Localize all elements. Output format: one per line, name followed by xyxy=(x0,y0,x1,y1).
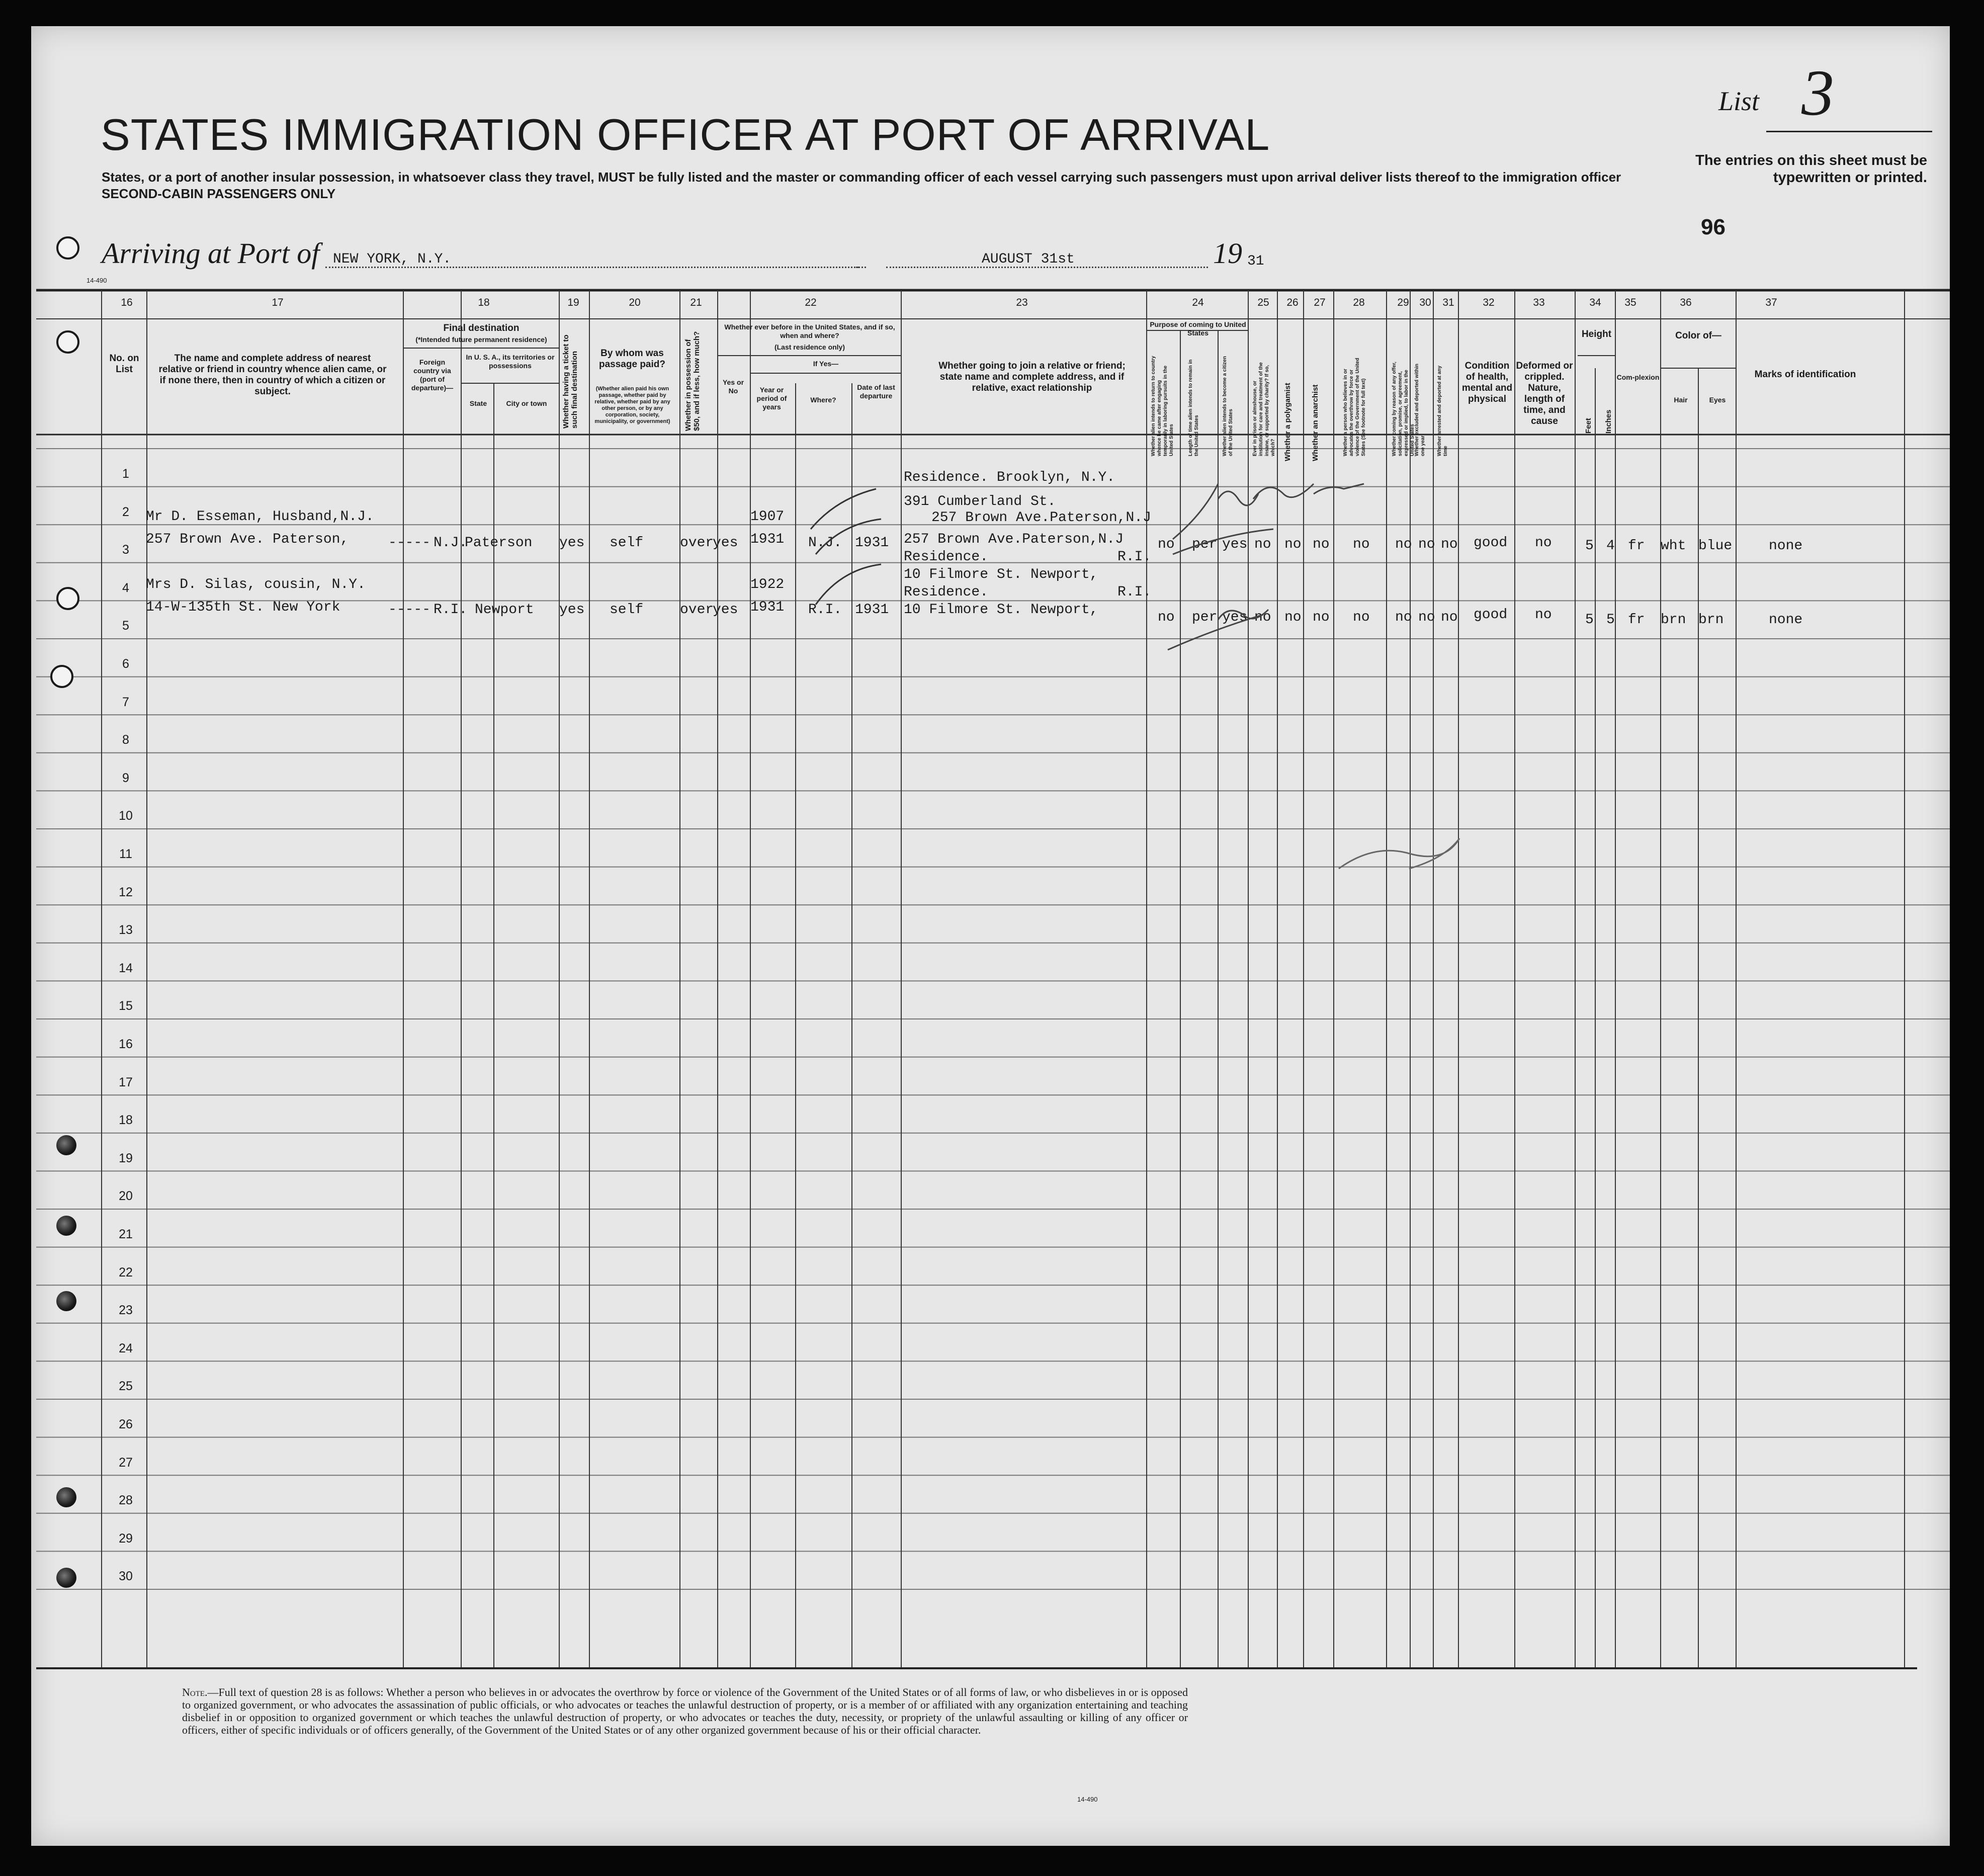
entry-r4-c23-right: R.I. xyxy=(1117,584,1152,600)
header-complexion: Com-plexion xyxy=(1616,373,1660,381)
binder-hole xyxy=(56,1135,76,1155)
entry-r2b-c32: good xyxy=(1474,535,1508,551)
entry-r2b-c37: none xyxy=(1769,538,1803,554)
entry-r2-c23: 391 Cumberland St. xyxy=(904,494,1056,509)
row-number: 3 xyxy=(122,543,129,557)
entry-r3-c23-right: R.I. xyxy=(1117,549,1152,565)
entry-r4b-c21: over xyxy=(680,602,714,618)
header-polygamist: Whether a polygamist xyxy=(1283,383,1292,461)
entry-r4b-c17: 14-W-135th St. New York xyxy=(146,600,340,615)
entry-r4b-c18-state: R.I. xyxy=(434,602,468,618)
entry-r4b-c22-where: R.I. xyxy=(808,602,842,618)
entry-r3b-c23: 10 Filmore St. Newport, xyxy=(904,567,1098,582)
footnote-text: Full text of question 28 is as follows: Whether a person who believes in or advocates the overthrow by force or violence of the Government of the United States or of all forms of law, or who disbelieves in or is opposed to organized government, or who advocates the assassination of public officials, or who advocates or teaches the unlawful destruction of property, or is a member of or affiliated with any organization entertaining and teaching disbelief in or opposition to organized government or which teaches the unlawful destruction of property, or who advocates or teaches the duty, necessity, or propriety of the unlawful assaulting or killing of any officer or officers, either of specific individuals or of officers generally, of the Government of the United States or of any other organized government because of his or their official character. xyxy=(182,1686,1188,1736)
footnote xyxy=(182,1686,1188,1736)
binder-hole-open xyxy=(56,587,79,610)
row-number: 8 xyxy=(122,733,129,747)
header-marks: Marks of identification xyxy=(1754,369,1856,380)
header-eyes: Eyes xyxy=(1709,396,1726,404)
class-line: SECOND-CABIN PASSENGERS ONLY xyxy=(102,186,336,201)
entry-r2b-c22-year: 1931 xyxy=(750,532,785,547)
colnum-24: 24 xyxy=(1192,297,1204,308)
row-number: 2 xyxy=(122,504,129,519)
entry-r2b-c18-city: Paterson xyxy=(465,535,533,551)
row-number: 21 xyxy=(119,1227,133,1241)
header-year-period: Year or period of years xyxy=(756,386,787,411)
entry-r2b-c35: fr xyxy=(1628,538,1645,554)
colnum-33: 33 xyxy=(1533,297,1545,308)
header-final-destination: Final destination xyxy=(443,323,520,333)
header-deformed: Deformed or crippled. Nature, length of time, and cause xyxy=(1516,361,1573,427)
binder-hole xyxy=(56,1291,76,1311)
entry-r2b-c18-state: N.J. xyxy=(434,535,468,551)
entry-r4b-c37: none xyxy=(1769,612,1803,628)
binder-hole xyxy=(56,1487,76,1507)
row-number: 14 xyxy=(119,961,133,975)
colnum-31: 31 xyxy=(1442,297,1454,308)
entry-r4b-c24c: yes xyxy=(1222,610,1248,625)
entry-r2b-residence: 257 Brown Ave.Paterson,N.J xyxy=(931,510,1151,526)
binder-hole xyxy=(56,1568,76,1588)
manifest-sheet xyxy=(31,26,1950,1846)
entry-r4b-c22-date: 1931 xyxy=(855,602,889,618)
row-number: 19 xyxy=(119,1151,133,1165)
row-number: 29 xyxy=(119,1531,133,1546)
header-prison: Ever in prison or almshouse, or institution for care and treatment of the insane, or supported by charity? If so, which? xyxy=(1252,362,1276,456)
row-number: 25 xyxy=(119,1379,133,1394)
year-suffix: 31 xyxy=(1247,253,1264,269)
margin-mark xyxy=(1334,833,1464,879)
entry-r2b-c17: 257 Brown Ave. Paterson, xyxy=(146,532,349,547)
colnum-36: 36 xyxy=(1680,297,1692,308)
header-no-on-list: No. on List xyxy=(109,353,139,375)
arriving-label: Arriving at Port of xyxy=(102,237,320,270)
entry-r2b-c24c: yes xyxy=(1222,537,1248,552)
colnum-34: 34 xyxy=(1589,297,1601,308)
header-join-relative: Whether going to join a relative or friend; state name and complete address, and if relative, exact relationship xyxy=(938,361,1126,393)
entry-r4b-c34-feet: 5 xyxy=(1585,612,1594,628)
colnum-29: 29 xyxy=(1397,297,1409,308)
header-labor-offer: Whether coming by reason of any offer, solicitation, promise, or agreement, expressed or implied, to labor in the United States xyxy=(1392,362,1415,456)
entry-r2b-c22-date: 1931 xyxy=(855,535,889,551)
entry-r2-c22-year: 1907 xyxy=(750,509,785,525)
header-purpose: Purpose of coming to United States xyxy=(1150,320,1246,337)
entry-r2b-c20: self xyxy=(610,535,644,551)
entry-r2b-c33: no xyxy=(1535,535,1552,551)
entry-r2b-c24a: no xyxy=(1158,537,1175,552)
date-value: AUGUST 31st xyxy=(982,251,1075,267)
header-overthrow: Whether a person who believes in or advocates the overthrow by force or violence of the Government of the United States (See footnote for full text) xyxy=(1343,358,1366,456)
binder-hole-open xyxy=(56,330,79,354)
header-last-residence: (Last residence only) xyxy=(774,343,845,351)
entry-r4b-c33: no xyxy=(1535,607,1552,623)
entry-r2b-c34-feet: 5 xyxy=(1585,538,1594,554)
entry-r3-c23: Residence. xyxy=(904,549,989,565)
manifest-grid xyxy=(31,26,1950,1846)
entry-r4b-c26: no xyxy=(1284,610,1302,625)
header-ticket: Whether having a ticket to such final destination xyxy=(562,334,579,429)
entry-r4b-c24a: no xyxy=(1158,610,1175,625)
row-number: 28 xyxy=(119,1493,133,1508)
header-relative-address: The name and complete address of nearest relative or friend in country whence alien came, or if none there, then in country of which a citizen or subject. xyxy=(158,353,387,397)
row-number: 10 xyxy=(119,809,133,823)
colnum-18: 18 xyxy=(478,297,490,308)
entry-r2b-c24b: per xyxy=(1192,537,1218,552)
header-in-usa: In U. S. A., its territories or possessions xyxy=(466,353,555,370)
colnum-27: 27 xyxy=(1314,297,1326,308)
entry-r2b-c36-hair: wht xyxy=(1661,538,1686,554)
colnum-28: 28 xyxy=(1353,297,1365,308)
list-label: List xyxy=(1718,86,1760,116)
row-number: 6 xyxy=(122,657,129,671)
year-prefix: 19 xyxy=(1213,237,1242,270)
entry-r4b-c31: no xyxy=(1441,610,1458,625)
row-number: 23 xyxy=(119,1303,133,1318)
entry-r4b-c22-yesno: yes xyxy=(713,602,738,618)
header-if-yes: If Yes— xyxy=(813,360,839,368)
entry-r4b-c18-foreign: ----- xyxy=(388,602,431,618)
colnum-22: 22 xyxy=(805,297,817,308)
row-number: 27 xyxy=(119,1455,133,1470)
entry-r4b-c32: good xyxy=(1474,607,1508,623)
row-number: 4 xyxy=(122,580,129,595)
instruction-line: States, or a port of another insular possession, in whatsoever class they travel, MUST be fully listed and the master or commanding officer of each vessel carrying such passengers must upon arrival deliver lists thereof to the immigration officer xyxy=(102,169,1621,185)
binder-hole xyxy=(56,1216,76,1236)
entry-r2b-c30: no xyxy=(1418,537,1435,552)
row-number: 11 xyxy=(119,847,132,861)
header-feet: Feet xyxy=(1584,418,1593,434)
binder-hole-open xyxy=(50,665,73,688)
header-hair: Hair xyxy=(1674,396,1688,404)
header-inches: Inches xyxy=(1604,409,1613,434)
colnum-35: 35 xyxy=(1624,297,1636,308)
entry-r2b-c25: no xyxy=(1254,537,1271,552)
header-passage-paid-sub: (Whether alien paid his own passage, whether paid by relative, whether paid by any other person, or by any corporation, society, municipality, or government) xyxy=(594,386,670,424)
form-code-top: 14-490 xyxy=(87,277,107,284)
entry-r4b-c27: no xyxy=(1313,610,1330,625)
header-yes-no: Yes or No xyxy=(722,378,744,395)
header-final-destination-sub: (*Intended future permanent residence) xyxy=(415,335,547,344)
entry-r4b-c25: no xyxy=(1254,610,1271,625)
header-deported: Whether arrested and deported at any time xyxy=(1437,365,1448,456)
page-number: 96 xyxy=(1701,215,1726,239)
header-last-departure: Date of last departure xyxy=(857,383,895,400)
entry-r4-c23: Residence. xyxy=(904,584,989,600)
entry-r2b-c23: 257 Brown Ave.Paterson,N.J xyxy=(904,532,1124,547)
row-number: 7 xyxy=(122,695,129,709)
header-anarchist: Whether an anarchist xyxy=(1311,384,1320,461)
entry-r2b-c22-yesno: yes xyxy=(713,535,738,551)
header-city: City or town xyxy=(506,399,547,407)
entry-r4-c22-year: 1922 xyxy=(750,577,785,592)
entry-r4b-c35: fr xyxy=(1628,612,1645,628)
entry-r3b-c17: Mrs D. Silas, cousin, N.Y. xyxy=(146,577,366,592)
entry-r4b-c36-hair: brn xyxy=(1661,612,1686,628)
row-number: 13 xyxy=(119,923,133,937)
header-length-of-stay: Length of time alien intends to remain in the United States xyxy=(1188,359,1199,456)
entry-r2b-c34-inches: 4 xyxy=(1606,538,1615,554)
row-number: 5 xyxy=(122,619,129,633)
entry-r2-c17: Mr D. Esseman, Husband,N.J. xyxy=(146,509,374,525)
entry-r4b-c19: yes xyxy=(559,602,585,618)
colnum-21: 21 xyxy=(690,297,702,308)
row-number: 22 xyxy=(119,1265,133,1280)
header-excluded: Whether excluded and deported within one year xyxy=(1414,364,1426,456)
list-number: 3 xyxy=(1801,57,1834,129)
row-number: 9 xyxy=(122,771,129,785)
entry-r2b-c22-where: N.J. xyxy=(808,535,842,551)
header-return: Whether alien intends to return to country whence he came after engaging temporarily in laboring pursuits in the United States xyxy=(1151,356,1174,456)
header-citizen: Whether alien intends to become a citizen of the United States xyxy=(1222,356,1234,456)
entry-r4b-c24b: per xyxy=(1192,610,1218,625)
entry-r4b-c20: self xyxy=(610,602,644,618)
header-foreign-country: Foreign country via (port of departure)— xyxy=(411,358,454,392)
entry-r1-c23: Residence. Brooklyn, N.Y. xyxy=(904,470,1115,485)
colnum-23: 23 xyxy=(1016,297,1028,308)
entry-r4b-c28: no xyxy=(1353,610,1370,625)
header-health: Condition of health, mental and physical xyxy=(1461,361,1513,404)
page-title: STATES IMMIGRATION OFFICER AT PORT OF ARRIVAL xyxy=(101,110,1270,159)
colnum-26: 26 xyxy=(1286,297,1299,308)
entry-r2b-c21: over xyxy=(680,535,714,551)
entry-r2b-c27: no xyxy=(1313,537,1330,552)
header-fifty-dollars: Whether in possession of $50, and if less, how much? xyxy=(684,331,701,431)
header-color-of: Color of— xyxy=(1675,330,1721,341)
port-value: NEW YORK, N.Y. xyxy=(333,251,452,267)
header-where: Where? xyxy=(810,396,836,404)
entry-r2b-c31: no xyxy=(1441,537,1458,552)
header-passage-paid: By whom was passage paid? xyxy=(599,348,665,370)
row-number: 17 xyxy=(119,1075,133,1089)
colnum-37: 37 xyxy=(1765,297,1777,308)
row-number: 24 xyxy=(119,1341,133,1355)
typewritten-note: The entries on this sheet must be typewritten or printed. xyxy=(1695,152,1927,186)
row-number: 1 xyxy=(122,467,129,481)
colnum-19: 19 xyxy=(567,297,579,308)
colnum-16: 16 xyxy=(121,297,133,308)
form-code-bottom: 14-490 xyxy=(1077,1796,1098,1803)
header-height: Height xyxy=(1581,329,1612,339)
entry-r4b-c18-city: Newport xyxy=(475,602,534,618)
entry-r2b-c18-foreign: ----- xyxy=(388,535,431,551)
binder-hole-open xyxy=(56,236,79,260)
row-number: 12 xyxy=(119,885,133,899)
entry-r2b-c28: no xyxy=(1353,537,1370,552)
footnote-label: Note.— xyxy=(182,1686,219,1698)
row-number: 26 xyxy=(119,1417,133,1431)
entry-r4b-c22-year: 1931 xyxy=(750,600,785,615)
entry-r4b-c30: no xyxy=(1418,610,1435,625)
colnum-20: 20 xyxy=(629,297,641,308)
entry-r4b-c34-inches: 5 xyxy=(1606,612,1615,628)
header-ever-before: Whether ever before in the United States, and if so, when and where? xyxy=(724,323,895,339)
colnum-17: 17 xyxy=(272,297,284,308)
colnum-30: 30 xyxy=(1419,297,1431,308)
entry-r2b-c26: no xyxy=(1284,537,1302,552)
row-number: 16 xyxy=(119,1037,133,1051)
row-number: 18 xyxy=(119,1113,133,1128)
entry-r4b-c29: no xyxy=(1395,610,1412,625)
entry-r2b-c29: no xyxy=(1395,537,1412,552)
row-number: 20 xyxy=(119,1189,133,1204)
header-state: State xyxy=(469,399,487,407)
entry-r2b-c19: yes xyxy=(559,535,585,551)
entry-r4b-c36-eyes: brn xyxy=(1698,612,1724,628)
row-number: 15 xyxy=(119,999,133,1013)
entry-r2b-c36-eyes: blue xyxy=(1698,538,1733,554)
row-number: 30 xyxy=(119,1569,133,1584)
check-marks xyxy=(806,479,906,620)
entry-r4b-c23: 10 Filmore St. Newport, xyxy=(904,602,1098,618)
colnum-25: 25 xyxy=(1257,297,1269,308)
handwritten-notes xyxy=(1163,469,1414,660)
colnum-32: 32 xyxy=(1483,297,1495,308)
